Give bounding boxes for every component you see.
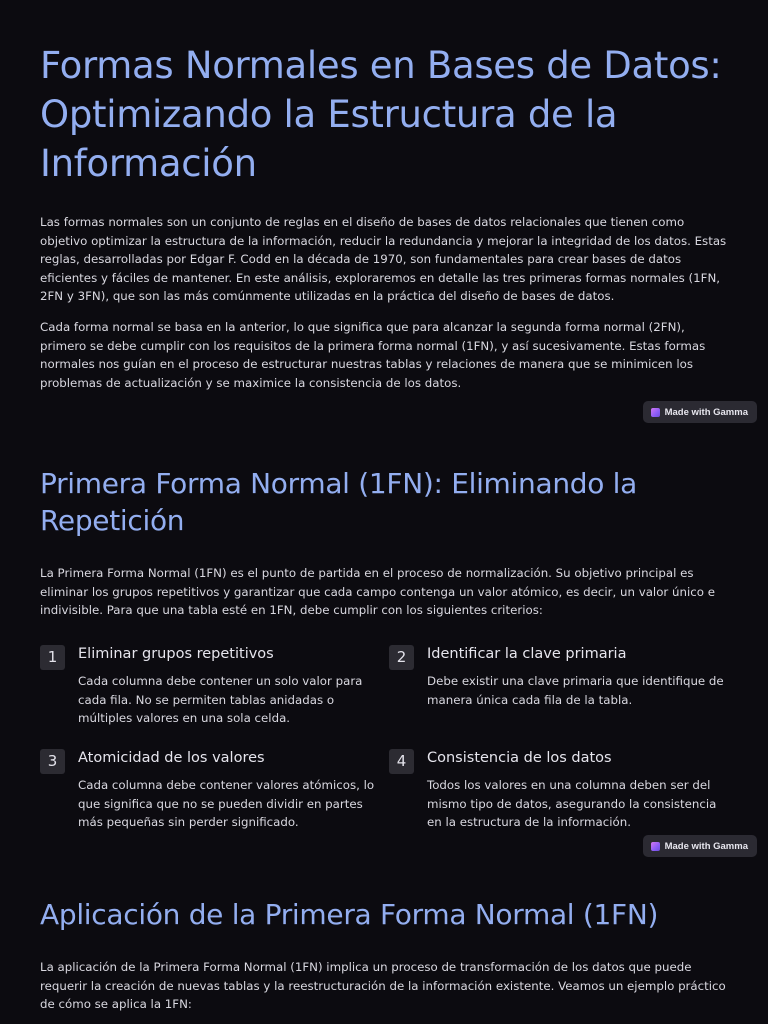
criterion-number: 4 bbox=[389, 749, 414, 774]
made-with-gamma-badge[interactable] bbox=[643, 401, 757, 423]
criterion-number: 1 bbox=[40, 645, 65, 670]
section-title-aplicacion: Aplicación de la Primera Forma Normal (1FN) bbox=[40, 898, 659, 931]
section-aplicacion-intro: La aplicación de la Primera Forma Normal (1FN) implica un proceso de transformación de los datos que puede requerir la creación de nuevas tablas y la reestructuración de la información existente. Veamos un ejemplo práctico de cómo se aplica la 1FN: bbox=[40, 960, 726, 1011]
criterion-title: Eliminar grupos repetitivos bbox=[78, 646, 274, 662]
intro-paragraph-2: Cada forma normal se basa en la anterior, lo que significa que para alcanzar la segunda forma normal (2FN), primero se debe cumplir con los requisitos de la primera forma normal (1FN), y así sucesivamente. Estas formas normales nos guían en el proceso de estructurar nuestras tablas y relaciones de manera que se minimicen los problemas de actualización y se maximice la consistencia de los datos. bbox=[40, 320, 706, 390]
criterion-body: Todos los valores en una columna deben ser del mismo tipo de datos, asegurando la consistencia en la estructura de la información. bbox=[427, 778, 717, 829]
criterion-body: Debe existir una clave primaria que identifique de manera única cada fila de la tabla. bbox=[427, 674, 724, 707]
made-with-gamma-badge[interactable] bbox=[643, 835, 757, 857]
section-title-1fn: Primera Forma Normal (1FN): Eliminando la Repetición bbox=[40, 467, 638, 537]
gamma-logo-icon bbox=[651, 842, 660, 851]
section-1fn-intro: La Primera Forma Normal (1FN) es el punto de partida en el proceso de normalización. Su objetivo principal es eliminar los grupos repetitivos y garantizar que cada campo contenga un valor atómico, es decir, un valor único e indivisible. Para que una tabla esté en 1FN, debe cumplir con los siguientes criterios: bbox=[40, 566, 715, 617]
badge-label: Made with Gamma bbox=[664, 406, 748, 418]
intro-paragraph: Las formas normales son un conjunto de reglas en el diseño de bases de datos relacionales que tienen como objetivo optimizar la estructura de la información, reducir la redundancia y mejorar la integridad de los datos. Estas reglas, desarrolladas por Edgar F. Codd en la década de 1970, son fundamentales para crear bases de datos eficientes y fáciles de mantener. En este análisis, exploraremos en detalle las tres primeras formas normales (1FN, 2FN y 3FN), que son las más comúnmente utilizadas en la práctica del diseño de bases de datos. bbox=[40, 215, 727, 303]
criterion-title: Atomicidad de los valores bbox=[78, 750, 265, 766]
criterion-number: 3 bbox=[40, 749, 65, 774]
criterion-body: Cada columna debe contener valores atómicos, lo que significa que no se pueden dividir en partes más pequeñas sin perder significado. bbox=[78, 778, 375, 829]
criterion-body: Cada columna debe contener un solo valor para cada fila. No se permiten tablas anidadas o múltiples valores en una sola celda. bbox=[78, 674, 363, 725]
badge-label: Made with Gamma bbox=[664, 840, 748, 852]
criterion-number: 2 bbox=[389, 645, 414, 670]
gamma-logo-icon bbox=[651, 408, 660, 417]
criterion-title: Identificar la clave primaria bbox=[427, 646, 627, 662]
criterion-title: Consistencia de los datos bbox=[427, 750, 612, 766]
page-title: Formas Normales en Bases de Datos: Optimizando la Estructura de la Información bbox=[40, 44, 722, 185]
